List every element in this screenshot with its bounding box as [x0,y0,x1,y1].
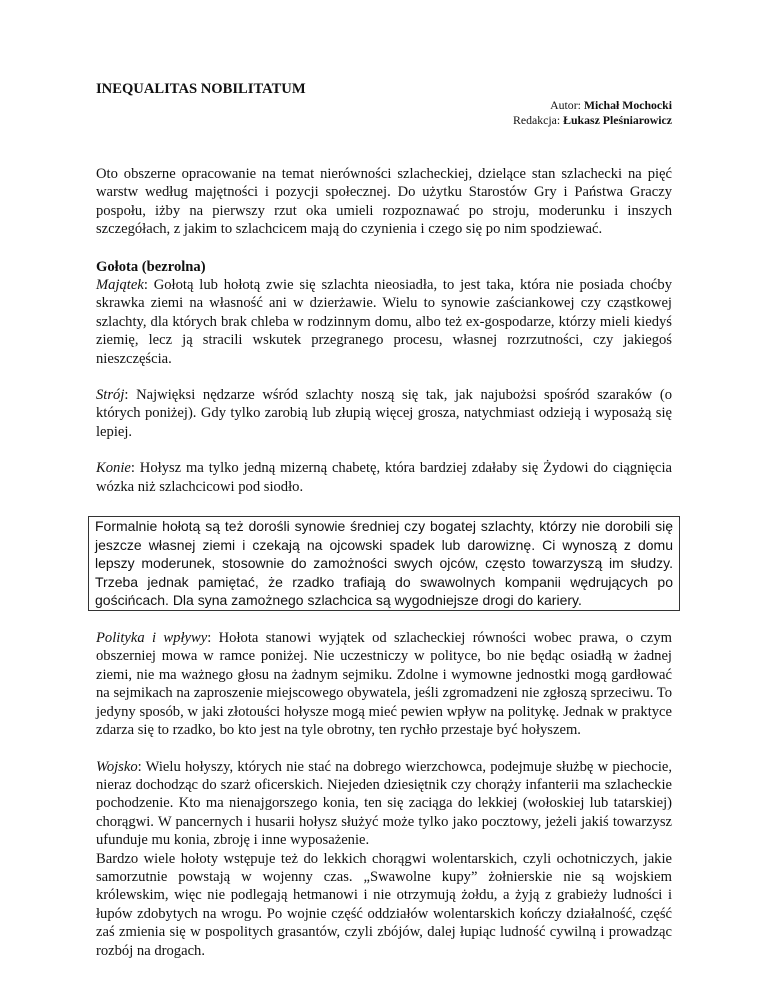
wojsko-term: Wojsko [96,758,138,775]
majatek-text: : Gołotą lub hołotą zwie się szlachta nieosiadła, to jest taka, która nie posiada choćby skrawka ziemi na własność ani w dzierżawie. Wielu to synowie zaściankowej czy cząstkowej szlachty, dla których brak chleba w rodzinnym domu, albo też ex-gospodarze, którzy mieli kiedyś ziemię, lecz ją stracili wskutek przegranego procesu, własnej rozrzutności, czy jakiegoś nieszczęścia. [96,277,672,367]
author-label: Autor: [550,98,581,112]
intro-paragraph: Oto obszerne opracowanie na temat nierówności szlacheckiej, dzielące stan szlachecki na pięć warstw według majętności i pozycji społecznej. Do użytku Starostów Gry i Państwa Graczy pospołu, iżby na pierwszy rzut oka umieli rozpoznawać po stroju, moderunku i inszych szczegółach, z jakim to szlachcicem mają do czynienia i czego się po nim spodziewać. [96,166,672,238]
wojsko-text: : Wielu hołyszy, których nie stać na dobrego wierzchowca, podejmuje służbę w piechocie, nieraz dochodząc do szarż oficerskich. Niejeden dziesiętnik czy chorąży infanterii ma szlacheckie pochodzenie. Kto ma nienajgorszego konia, ten się zaciąga do lekkiej (wołoskiej lub tatarskiej) chorągwi. W pancernych i husarii hołysz służyć może tylko jako pocztowy, jeżeli jakiś towarzysz ufunduje mu konia, zbroję i inne wyposażenie. [96,758,672,849]
stroj-paragraph [96,386,672,441]
editor-label: Redakcja: [512,113,561,127]
polityka-text: : Hołota stanowi wyjątek od szlacheckiej równości wobec prawa, o czym obszerniej mowa w ramce poniżej. Nie uczestniczy w polityce, bo nie będąc osiadłą w żadnej ziemi, nie ma ważnego głosu na żadnym sejmiku. Zdolne i wymowne jednostki mogą gardłować na sejmikach na zaproszenie miejscowego obywatela, jeśli zgromadzeni nie zgłoszą sprzeciwu. To jedyny sposób, w jaki złotouści hołysze mogą mieć pewien wpływ na politykę. Jednak w praktyce zdarza się to rzadko, bo kto jest na tyle obrotny, ten rychło przestaje być hołyszem. [96,630,672,739]
stroj-term: Strój [96,387,125,404]
editor-name: Łukasz Pleśniarowicz [563,113,672,127]
wojsko-paragraph-2: Bardzo wiele hołoty wstępuje też do lekkich chorągwi wolentarskich, czyli ochotniczych, jakie samorzutnie powstają w wojenny czas. „Swawolne kupy” żołnierskie nie są wojskiem królewskim, więc nie podlegają hetmanowi i nie otrzymują żołdu, a żyją z grabieży ludności i łupów zdobytych na wrogu. Po wojnie część oddziałów wolentarskich kończy działalność, część zaś zmienia się w pospolitych grasantów, czyli zbójów, dalej łupiąc ludność cywilną i prowadząc rozbój na drogach. [96,850,672,959]
sidebar-box: Formalnie hołotą są też dorośli synowie średniej czy bogatej szlachty, którzy nie dorobili się jeszcze własnej ziemi i czekają na ojcowski spadek lub darowiznę. Ci wynoszą z domu lepszy moderunek, stosownie do zamożności swych ojców, często towarzyszą im słudzy. Trzeba jednak pamiętać, że rzadko trafiają do swawolnych kompanii wędrujących po gościńcach. Dla syna zamożnego szlachcica są wygodniejsze drogi do kariery. [88,516,680,611]
konie-text: : Hołysz ma tylko jedną mizerną chabetę, która bardziej zdałaby się Żydowi do ciągnięcia wózka niż szlachcicowi pod siodło. [96,460,672,495]
editor-line [96,113,672,128]
author-name: Michał Mochocki [583,98,672,112]
wojsko-paragraph [96,758,672,850]
polityka-paragraph [96,629,672,739]
credits-block [96,98,672,128]
konie-paragraph [96,459,672,496]
konie-term: Konie [96,460,131,477]
document-title: INEQUALITAS NOBILITATUM [96,81,306,97]
author-line [96,98,672,113]
polityka-term: Polityka i wpływy [96,630,208,647]
majatek-term: Majątek [96,277,144,294]
section-heading: Gołota (bezrolna) [96,258,206,275]
stroj-text: : Najwięksi nędzarze wśród szlachty noszą się tak, jak najubożsi spośród szaraków (o których poniżej). Gdy tylko zarobią lub złupią więcej grosza, natychmiast odzieją i wyposażą się lepiej. [96,387,672,440]
majatek-paragraph [96,276,672,368]
